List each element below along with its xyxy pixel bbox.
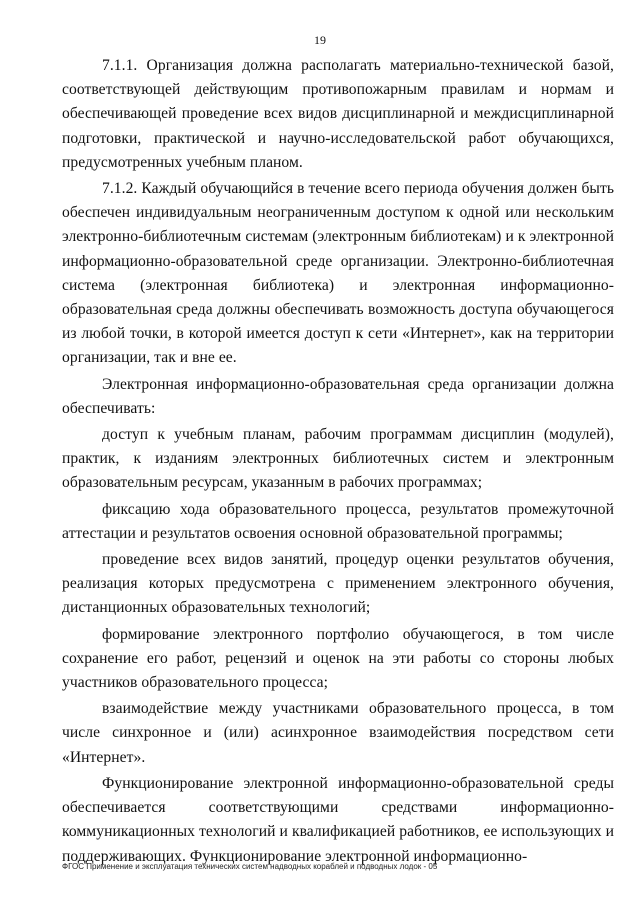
list-item-access: доступ к учебным планам, рабочим программам дисциплин (модулей), практик, к изданиям электронных библиотечных систем и электронным образовательным ресурсам, указанным в рабочих программах;	[62, 426, 614, 492]
list-item-fixation: фиксацию хода образовательного процесса, результатов промежуточной аттестации и результатов освоения основной образовательной программы;	[62, 500, 614, 542]
page-number: 19	[314, 33, 326, 47]
page-footer: ФГОС Применение и эксплуатация технических систем надводных кораблей и подводных лодок - 05	[62, 862, 438, 871]
paragraph-7-1-1: 7.1.1. Организация должна располагать материально-технической базой, соответствующей действующим противопожарным правилам и нормам и обеспечивающей проведение всех видов дисциплинарной и междисциплинарной подготовки, практической и научно-исследовательской работ обучающихся, предусмотренных учебным планом.	[62, 57, 614, 171]
paragraph-eios-intro: Электронная информационно-образовательная среда организации должна обеспечивать:	[62, 375, 614, 417]
list-item-classes: проведение всех видов занятий, процедур оценки результатов обучения, реализация которых предусмотрена с применением электронного обучения, дистанционных образовательных технологий;	[62, 551, 614, 617]
paragraph-functioning: Функционирование электронной информационно-образовательной среды обеспечивается соответствующими средствами информационно-коммуникационных технологий и квалификацией работников, ее использующих и поддерживающих. Функционирование электронной информационно-	[62, 774, 614, 865]
list-item-interaction: взаимодействие между участниками образовательного процесса, в том числе синхронное и (или) асинхронное взаимодействия посредством сети «Интернет».	[62, 700, 614, 766]
document-body	[62, 54, 614, 869]
list-item-portfolio: формирование электронного портфолио обучающегося, в том числе сохранение его работ, рецензий и оценок на эти работы со стороны любых участников образовательного процесса;	[62, 625, 614, 692]
paragraph-7-1-2: 7.1.2. Каждый обучающийся в течение всего периода обучения должен быть обеспечен индивидуальным неограниченным доступом к одной или нескольким электронно-библиотечным системам (электронным библиотекам) и к электронной информационно-образовательной среде организации. Электронно-библиотечная система (электронная библиотека) и электронная информационно-образовательная среда должны обеспечивать возможность доступа обучающегося из любой точки, в которой имеется доступ к сети «Интернет», как на территории организации, так и вне ее.	[62, 180, 614, 367]
